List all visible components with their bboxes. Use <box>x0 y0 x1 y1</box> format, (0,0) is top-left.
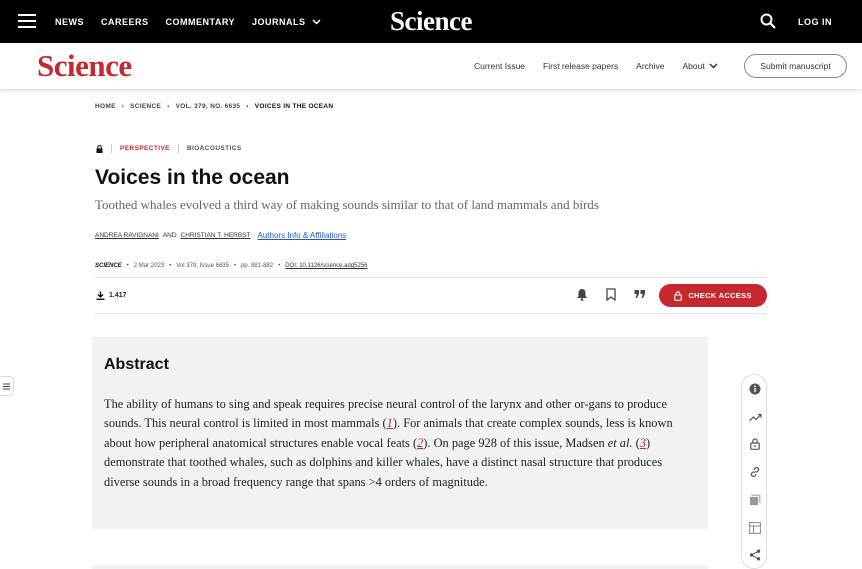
breadcrumb-volume[interactable]: VOL. 379, NO. 6635 <box>175 103 241 110</box>
meta-dot: • <box>126 263 129 269</box>
reference-link[interactable]: 3 <box>639 435 646 450</box>
chevron-right-icon: › <box>167 103 170 110</box>
abstract-et-al: et al. <box>607 435 633 450</box>
affiliations-link[interactable]: Authors Info & Affiliations <box>257 231 347 240</box>
nav-current-issue[interactable]: Current Issue <box>474 61 526 71</box>
side-toolbar <box>741 374 767 569</box>
reference-link[interactable]: 1 <box>386 416 393 431</box>
journal-header <box>0 43 862 90</box>
bookmark-icon[interactable] <box>604 287 618 301</box>
nav-first-release[interactable]: First release papers <box>543 61 619 71</box>
volume-issue: Vol 379, Issue 6635 <box>176 263 229 269</box>
download-count[interactable] <box>96 291 127 300</box>
abstract-text-part: ). For animals that create complex sounds, less is known about how peripheral anatomical structures enable vocal feats ( <box>104 416 673 450</box>
nav-about[interactable] <box>683 61 718 71</box>
article-topic[interactable]: BIOACOUSTICS <box>186 145 242 152</box>
science-brand[interactable]: Science <box>390 6 472 36</box>
article-tags <box>96 144 242 153</box>
abstract-text-part: ) demonstrate that toothed whales, such as dolphins and killer whales, have a distinct nasal structure that produces diverse sounds in a broad frequency range that spans >4 orders of magnitude. <box>104 435 663 489</box>
divider <box>178 144 179 153</box>
meta-dot: • <box>233 263 237 269</box>
journal-name: SCIENCE <box>95 263 122 269</box>
divider <box>95 277 767 278</box>
search-icon[interactable] <box>760 13 776 29</box>
menu-icon[interactable] <box>18 14 36 28</box>
doi-link[interactable]: DOI: 10.1126/science.adg5256 <box>285 263 368 269</box>
reference-link[interactable]: 2 <box>417 435 424 450</box>
next-section <box>92 565 708 569</box>
chevron-right-icon: › <box>246 103 249 110</box>
science-logo[interactable]: Science <box>37 48 132 83</box>
table-icon[interactable] <box>748 521 762 535</box>
link-icon[interactable] <box>748 465 762 479</box>
quote-icon[interactable] <box>633 287 647 301</box>
share-icon[interactable] <box>748 548 762 562</box>
breadcrumb-home[interactable]: HOME <box>95 103 116 110</box>
login-link[interactable]: LOG IN <box>798 17 832 27</box>
nav-careers[interactable]: CAREERS <box>101 17 149 27</box>
nav-news[interactable]: NEWS <box>55 17 84 27</box>
nav-journals-label: JOURNALS <box>252 17 306 27</box>
image-icon[interactable] <box>748 493 762 507</box>
download-count-value: 1.417 <box>109 292 127 299</box>
abstract-text <box>104 395 694 492</box>
check-access-label: CHECK ACCESS <box>688 291 752 300</box>
chevron-down-icon <box>312 19 321 25</box>
meta-dot: • <box>169 263 172 269</box>
breadcrumb <box>95 103 333 110</box>
article-actions <box>575 287 647 301</box>
abstract-text-part: ). On page 928 of this issue, Madsen <box>423 435 608 450</box>
breadcrumb-current: VOICES IN THE OCEAN <box>254 103 334 110</box>
article-meta <box>95 263 368 269</box>
nav-archive[interactable]: Archive <box>636 61 665 71</box>
article-type[interactable]: PERSPECTIVE <box>120 145 170 152</box>
author-link[interactable]: CHRISTIAN T. HERBST <box>180 232 251 239</box>
page-title: Voices in the ocean <box>95 166 290 189</box>
abstract-heading: Abstract <box>104 356 169 373</box>
author-separator: AND <box>162 232 177 239</box>
info-icon[interactable] <box>748 382 762 396</box>
trending-icon[interactable] <box>748 410 762 424</box>
abstract-text-part: ( <box>632 435 640 450</box>
check-access-button[interactable] <box>659 284 767 307</box>
abstract-text-part: The ability of humans to sing and speak requires precise neural control of the larynx and other or-gans to produce sounds. This neural control is limited in most mammals ( <box>104 397 668 431</box>
submit-manuscript-button[interactable]: Submit manuscript <box>744 54 847 78</box>
divider <box>95 313 767 314</box>
breadcrumb-science[interactable]: SCIENCE <box>130 103 162 110</box>
page-range: pp. 881-882 <box>241 263 274 269</box>
journal-nav <box>474 61 718 71</box>
lock-icon[interactable] <box>748 437 762 451</box>
article-subtitle: Toothed whales evolved a third way of making sounds similar to that of land mammals and birds <box>95 197 599 212</box>
chevron-right-icon: › <box>121 103 125 110</box>
meta-dot: • <box>278 263 281 269</box>
abstract-section <box>92 337 708 529</box>
author-link[interactable]: ANDREA RAVIGNANI <box>95 232 159 239</box>
lock-icon <box>96 145 103 153</box>
nav-about-label: About <box>682 61 705 71</box>
divider <box>111 144 112 153</box>
chevron-down-icon <box>709 63 718 69</box>
publication-date: 2 Mar 2023 <box>133 263 165 269</box>
list-icon <box>3 383 10 390</box>
top-nav <box>55 17 321 27</box>
nav-commentary[interactable]: COMMENTARY <box>165 17 236 27</box>
top-navigation-bar <box>0 0 862 43</box>
authors <box>95 231 346 240</box>
bell-icon[interactable] <box>575 287 589 301</box>
nav-journals[interactable] <box>252 17 321 27</box>
table-of-contents-toggle[interactable] <box>0 376 14 396</box>
lock-icon <box>674 291 682 301</box>
download-icon <box>96 291 105 300</box>
